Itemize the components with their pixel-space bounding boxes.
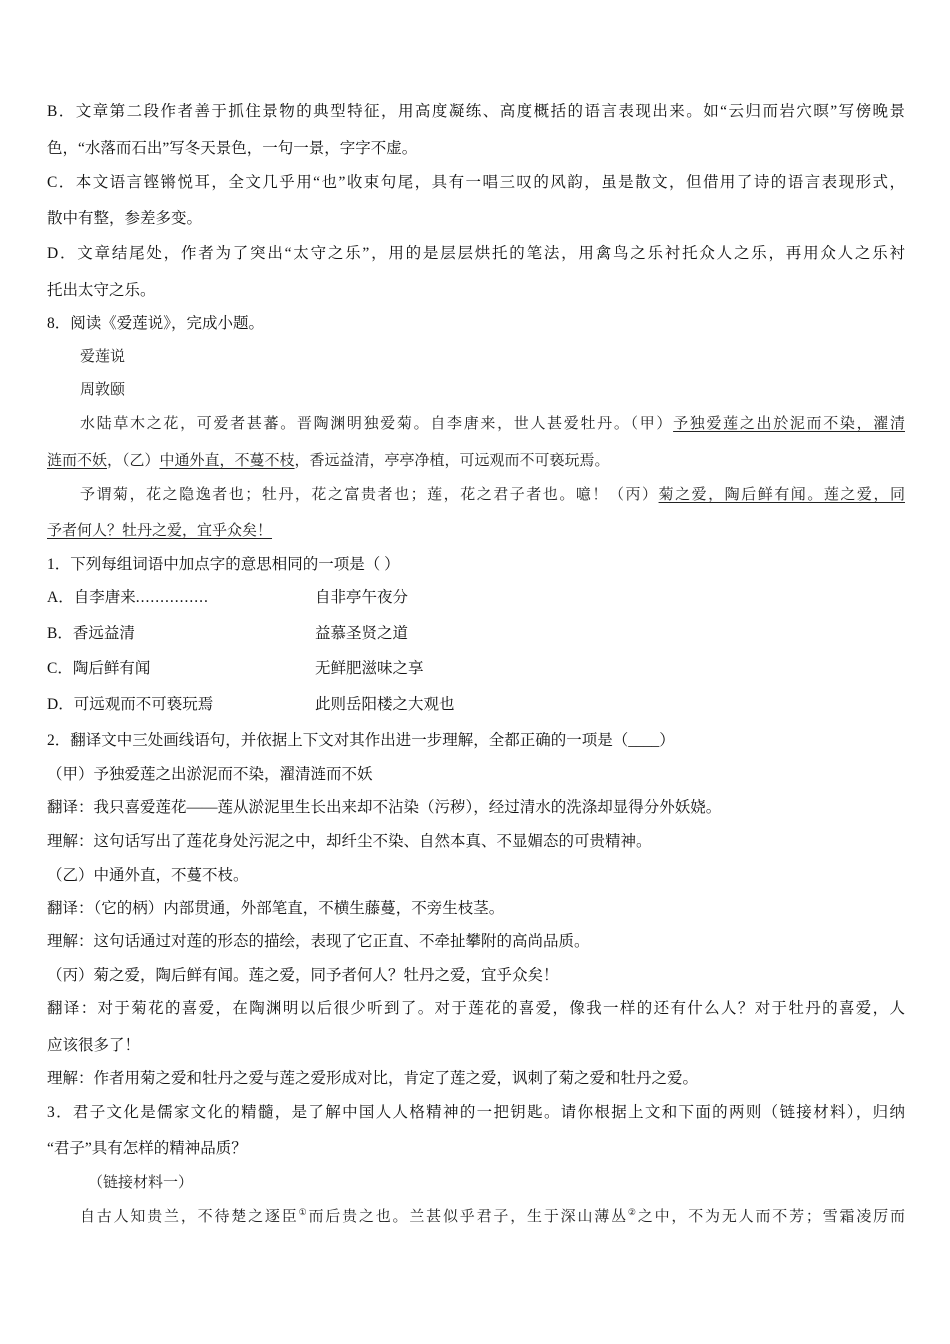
text-segment: （甲）予独爱莲之出淤泥而不染，濯清涟而不妖 bbox=[47, 766, 373, 783]
emphasis-dots: ............... bbox=[135, 589, 209, 606]
text-line bbox=[47, 244, 905, 264]
text-segment: ，香远益清，亭亭净植，可远观而不可亵玩焉。 bbox=[294, 453, 610, 469]
text-segment: 2．翻译文中三处画线语句，并依据上下文对其作出进一步理解，全都正确的一项是（____） bbox=[47, 732, 675, 749]
option-row bbox=[47, 659, 424, 679]
text-segment: 翻译：对于菊花的喜爱，在陶渊明以后很少听到了。对于莲花的喜爱，像我一样的还有什么人？对于牡丹的喜爱，人 bbox=[47, 1000, 905, 1017]
text-segment: 3．君子文化是儒家文化的精髓，是了解中国人人格精神的一把钥匙。请你根据上文和下面的两则（链接材料），归纳 bbox=[47, 1104, 905, 1121]
text-line bbox=[47, 1103, 905, 1123]
text-line bbox=[47, 999, 905, 1019]
text-segment: 1．下列每组词语中加点字的意思相同的一项是（ ） bbox=[47, 556, 400, 573]
text-segment: A．自李唐来 bbox=[47, 589, 136, 606]
text-line bbox=[47, 731, 675, 751]
text-segment: （乙）中通外直，不蔓不枝。 bbox=[47, 867, 249, 884]
text-line bbox=[47, 832, 652, 852]
text-line bbox=[47, 866, 249, 886]
text-segment: ，（乙） bbox=[107, 453, 160, 469]
text-line bbox=[47, 521, 272, 541]
underlined-sentence: 予者何人？牡丹之爱，宜乎众矣！ bbox=[47, 523, 273, 539]
text-line bbox=[47, 932, 590, 952]
text-line bbox=[47, 209, 202, 229]
text-segment: 理解：这句话通过对莲的形态的描绘，表现了它正直、不牵扯攀附的高尚品质。 bbox=[47, 933, 590, 950]
text-segment: 翻译：我只喜爱莲花——莲从淤泥里生长出来却不沾染（污秽），经过清水的洗涤却显得分外妖娆。 bbox=[47, 799, 722, 816]
text-segment: 周敦颐 bbox=[80, 382, 126, 398]
text-line bbox=[80, 380, 125, 400]
text-segment: 应该很多了！ bbox=[47, 1037, 141, 1054]
text-line bbox=[80, 347, 125, 367]
text-segment: （链接材料一） bbox=[88, 1175, 194, 1191]
underlined-sentence: 涟而不妖 bbox=[47, 453, 108, 469]
text-segment: （丙）菊之爱，陶后鲜有闻。莲之爱，同予者何人？牡丹之爱，宜乎众矣！ bbox=[47, 967, 559, 984]
underlined-sentence: 予独爱莲之出於泥而不染，濯清 bbox=[673, 416, 905, 432]
footnote-marker: ① bbox=[298, 1207, 309, 1217]
text-line bbox=[47, 451, 610, 471]
text-line bbox=[47, 798, 721, 818]
text-segment: 散中有整，参差多变。 bbox=[47, 210, 203, 227]
text-line bbox=[80, 1207, 905, 1227]
text-segment: B．文章第二段作者善于抓住景物的典型特征，用高度凝练、高度概括的语言表现出来。如“云归而岩穴暝”写傍晚景 bbox=[47, 103, 905, 120]
text-segment: 托出太守之乐。 bbox=[47, 282, 156, 299]
text-segment: 自古人知贵兰，不待楚之逐臣 bbox=[80, 1209, 299, 1225]
text-segment: C．陶后鲜有闻 bbox=[47, 660, 151, 677]
text-segment: D．文章结尾处，作者为了突出“太守之乐”，用的是层层烘托的笔法，用禽鸟之乐衬托众人之乐，再用众人之乐衬 bbox=[47, 245, 905, 262]
underlined-sentence: 菊之爱，陶后鲜有闻。莲之爱，同 bbox=[658, 487, 905, 503]
option-compare-text: 自非亭午夜分 bbox=[315, 589, 409, 606]
text-line bbox=[47, 173, 905, 193]
text-segment: 翻译：（它的柄）内部贯通，外部笔直，不横生藤蔓，不旁生枝茎。 bbox=[47, 900, 505, 917]
text-segment: 之中，不为无人而不芳；雪霜凌厉而 bbox=[637, 1209, 905, 1225]
text-line bbox=[47, 1139, 247, 1159]
text-segment: 而后贵之也。兰甚似乎君子，生于深山薄丛 bbox=[308, 1209, 628, 1225]
text-segment: 理解：作者用菊之爱和牡丹之爱与莲之爱形成对比，肯定了莲之爱，讽刺了菊之爱和牡丹之爱。 bbox=[47, 1070, 699, 1087]
text-segment: B．香远益清 bbox=[47, 625, 135, 642]
text-line bbox=[47, 966, 559, 986]
text-segment: 爱莲说 bbox=[80, 349, 126, 365]
option-row bbox=[47, 588, 409, 608]
text-line bbox=[47, 1036, 140, 1056]
text-segment: D．可远观而不可亵玩焉 bbox=[47, 696, 214, 713]
text-line bbox=[80, 414, 905, 434]
text-segment: 8．阅读《爱莲说》，完成小题。 bbox=[47, 315, 265, 332]
option-row bbox=[47, 695, 455, 715]
option-compare-text: 无鲜肥滋味之享 bbox=[315, 660, 424, 677]
option-row bbox=[47, 624, 409, 644]
text-line bbox=[47, 555, 400, 575]
text-line bbox=[47, 314, 264, 334]
text-segment: 予谓菊，花之隐逸者也；牡丹，花之富贵者也；莲，花之君子者也。噫！（丙） bbox=[80, 487, 659, 503]
text-line bbox=[47, 102, 905, 122]
text-segment: “君子”具有怎样的精神品质？ bbox=[47, 1140, 247, 1157]
footnote-marker: ② bbox=[627, 1207, 638, 1217]
text-line bbox=[47, 899, 504, 919]
text-line bbox=[88, 1173, 193, 1193]
option-compare-text: 此则岳阳楼之大观也 bbox=[315, 696, 455, 713]
text-segment: 水陆草木之花，可爱者甚蕃。晋陶渊明独爱菊。自李唐来，世人甚爱牡丹。（甲） bbox=[80, 416, 674, 432]
text-line bbox=[47, 139, 417, 159]
text-line bbox=[47, 765, 373, 785]
text-line bbox=[80, 485, 905, 505]
underlined-sentence: 中通外直，不蔓不枝 bbox=[159, 453, 295, 469]
text-segment: 理解：这句话写出了莲花身处污泥之中，却纤尘不染、自然本真、不显媚态的可贵精神。 bbox=[47, 833, 652, 850]
text-line bbox=[47, 281, 156, 301]
option-compare-text: 益慕圣贤之道 bbox=[315, 625, 409, 642]
text-segment: C．本文语言铿锵悦耳，全文几乎用“也”收束句尾，具有一唱三叹的风韵，虽是散文，但借用了诗的语言表现形式， bbox=[47, 174, 905, 191]
text-segment: 色，“水落而石出”写冬天景色，一句一景，字字不虚。 bbox=[47, 140, 418, 157]
text-line bbox=[47, 1069, 698, 1089]
